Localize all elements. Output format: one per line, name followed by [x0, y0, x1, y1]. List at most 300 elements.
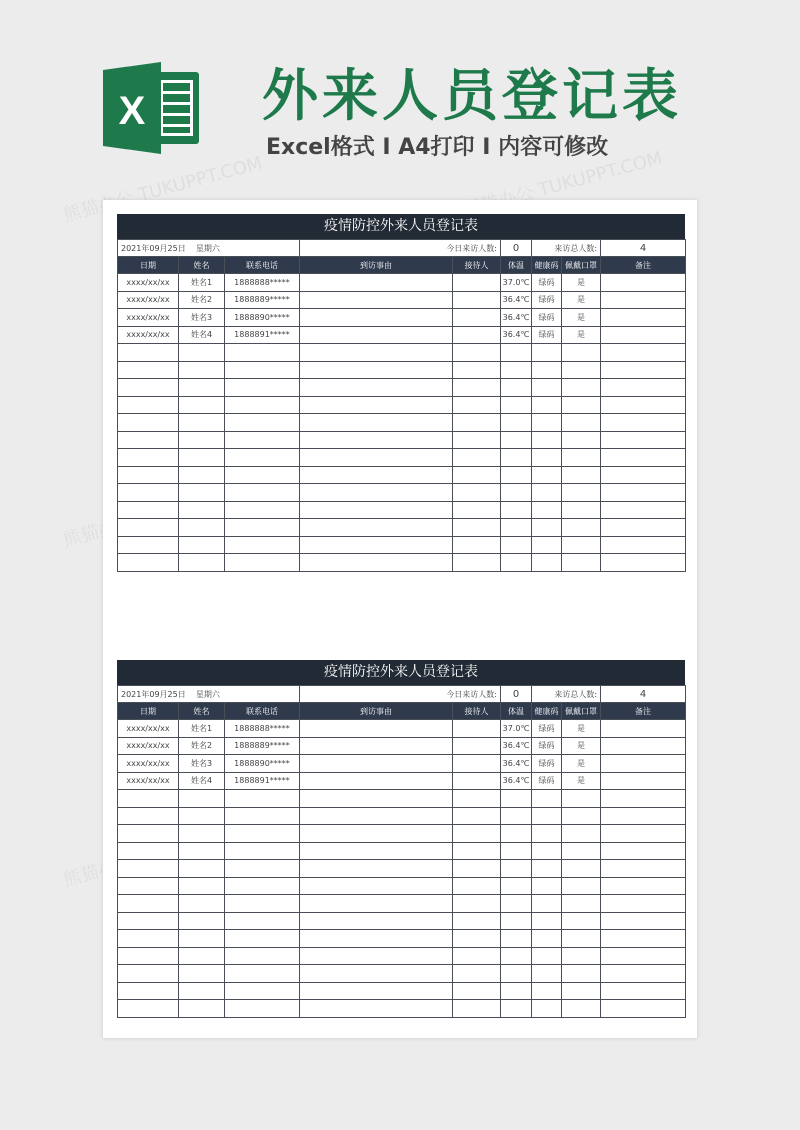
table-cell[interactable]	[225, 895, 300, 913]
table-cell[interactable]: 是	[562, 772, 601, 790]
table-cell[interactable]	[118, 501, 179, 519]
table-cell[interactable]	[300, 291, 453, 309]
table-cell[interactable]	[601, 860, 686, 878]
table-cell[interactable]	[562, 519, 601, 537]
table-cell[interactable]	[501, 1000, 532, 1018]
table-cell[interactable]	[179, 825, 225, 843]
table-cell[interactable]	[179, 449, 225, 467]
table-cell[interactable]	[601, 274, 686, 292]
table-cell[interactable]: 姓名1	[179, 274, 225, 292]
table-cell[interactable]	[532, 466, 562, 484]
table-cell[interactable]	[225, 860, 300, 878]
table-cell[interactable]	[532, 396, 562, 414]
table-cell[interactable]	[601, 912, 686, 930]
table-cell[interactable]	[300, 807, 453, 825]
table-cell[interactable]	[501, 947, 532, 965]
table-cell[interactable]	[179, 379, 225, 397]
table-cell[interactable]: 绿码	[532, 755, 562, 773]
table-cell[interactable]	[601, 755, 686, 773]
table-cell[interactable]	[118, 379, 179, 397]
table-cell[interactable]	[601, 396, 686, 414]
date-cell[interactable]	[118, 240, 300, 257]
table-cell[interactable]	[501, 379, 532, 397]
table-cell[interactable]: 1888891*****	[225, 326, 300, 344]
table-cell[interactable]	[300, 737, 453, 755]
table-cell[interactable]	[453, 825, 501, 843]
table-cell[interactable]: 1888888*****	[225, 274, 300, 292]
table-cell[interactable]	[118, 982, 179, 1000]
table-cell[interactable]	[453, 291, 501, 309]
table-cell[interactable]	[225, 965, 300, 983]
table-cell[interactable]	[453, 842, 501, 860]
table-cell[interactable]: 1888889*****	[225, 737, 300, 755]
table-cell[interactable]	[453, 466, 501, 484]
table-cell[interactable]	[300, 947, 453, 965]
table-cell[interactable]	[453, 947, 501, 965]
table-cell[interactable]: 是	[562, 755, 601, 773]
table-cell[interactable]	[300, 536, 453, 554]
table-cell[interactable]	[562, 396, 601, 414]
table-cell[interactable]	[300, 431, 453, 449]
table-cell[interactable]	[453, 501, 501, 519]
table-cell[interactable]	[300, 790, 453, 808]
table-cell[interactable]	[601, 519, 686, 537]
table-cell[interactable]	[562, 825, 601, 843]
table-cell[interactable]	[453, 790, 501, 808]
table-cell[interactable]: xxxx/xx/xx	[118, 720, 179, 738]
table-cell[interactable]: xxxx/xx/xx	[118, 274, 179, 292]
table-cell[interactable]: 37.0℃	[501, 274, 532, 292]
table-cell[interactable]	[453, 912, 501, 930]
table-cell[interactable]: 36.4℃	[501, 737, 532, 755]
table-cell[interactable]	[225, 842, 300, 860]
table-cell[interactable]	[118, 449, 179, 467]
table-cell[interactable]	[601, 737, 686, 755]
table-cell[interactable]	[300, 501, 453, 519]
table-cell[interactable]	[300, 720, 453, 738]
table-cell[interactable]	[501, 930, 532, 948]
table-cell[interactable]	[453, 772, 501, 790]
table-cell[interactable]	[562, 947, 601, 965]
table-cell[interactable]	[562, 536, 601, 554]
table-cell[interactable]	[562, 912, 601, 930]
table-cell[interactable]	[601, 536, 686, 554]
table-cell[interactable]: 是	[562, 326, 601, 344]
table-cell[interactable]	[179, 414, 225, 432]
table-cell[interactable]	[225, 501, 300, 519]
table-cell[interactable]	[179, 1000, 225, 1018]
table-cell[interactable]	[453, 807, 501, 825]
table-cell[interactable]: 姓名2	[179, 737, 225, 755]
table-cell[interactable]: 绿码	[532, 291, 562, 309]
table-cell[interactable]: 1888888*****	[225, 720, 300, 738]
table-cell[interactable]	[300, 895, 453, 913]
table-cell[interactable]	[118, 842, 179, 860]
table-cell[interactable]	[300, 379, 453, 397]
table-cell[interactable]: 1888890*****	[225, 309, 300, 327]
table-cell[interactable]	[118, 947, 179, 965]
table-cell[interactable]	[118, 965, 179, 983]
table-cell[interactable]	[501, 501, 532, 519]
table-cell[interactable]	[453, 431, 501, 449]
table-cell[interactable]	[118, 825, 179, 843]
table-cell[interactable]	[601, 431, 686, 449]
table-cell[interactable]	[562, 790, 601, 808]
table-cell[interactable]	[562, 860, 601, 878]
table-cell[interactable]	[453, 877, 501, 895]
table-cell[interactable]	[300, 965, 453, 983]
table-cell[interactable]	[532, 842, 562, 860]
table-cell[interactable]	[300, 877, 453, 895]
table-cell[interactable]	[453, 1000, 501, 1018]
table-cell[interactable]	[453, 414, 501, 432]
table-cell[interactable]: 1888891*****	[225, 772, 300, 790]
table-cell[interactable]	[179, 842, 225, 860]
table-cell[interactable]	[225, 431, 300, 449]
table-cell[interactable]	[601, 720, 686, 738]
table-cell[interactable]	[601, 895, 686, 913]
table-cell[interactable]	[179, 860, 225, 878]
table-cell[interactable]	[300, 1000, 453, 1018]
table-cell[interactable]	[118, 807, 179, 825]
table-cell[interactable]	[179, 501, 225, 519]
table-cell[interactable]	[562, 431, 601, 449]
table-cell[interactable]	[453, 737, 501, 755]
table-cell[interactable]	[300, 344, 453, 362]
table-cell[interactable]	[562, 344, 601, 362]
table-cell[interactable]	[179, 965, 225, 983]
table-cell[interactable]	[225, 344, 300, 362]
table-cell[interactable]	[118, 484, 179, 502]
table-cell[interactable]	[562, 501, 601, 519]
table-cell[interactable]	[601, 501, 686, 519]
table-cell[interactable]	[532, 947, 562, 965]
table-cell[interactable]	[562, 965, 601, 983]
table-cell[interactable]	[501, 466, 532, 484]
table-cell[interactable]	[179, 807, 225, 825]
table-cell[interactable]	[179, 519, 225, 537]
table-cell[interactable]: 绿码	[532, 720, 562, 738]
table-cell[interactable]	[118, 895, 179, 913]
table-cell[interactable]	[562, 982, 601, 1000]
table-cell[interactable]	[300, 361, 453, 379]
table-cell[interactable]	[562, 361, 601, 379]
table-cell[interactable]: 1888890*****	[225, 755, 300, 773]
table-cell[interactable]	[118, 361, 179, 379]
table-cell[interactable]	[118, 344, 179, 362]
table-cell[interactable]	[453, 982, 501, 1000]
table-cell[interactable]	[179, 484, 225, 502]
table-cell[interactable]: 36.4℃	[501, 755, 532, 773]
table-cell[interactable]	[501, 449, 532, 467]
table-cell[interactable]	[562, 466, 601, 484]
total-visitors-value[interactable]: 4	[601, 240, 686, 257]
date-cell[interactable]	[118, 686, 300, 703]
table-cell[interactable]: 是	[562, 737, 601, 755]
table-cell[interactable]	[453, 930, 501, 948]
table-cell[interactable]	[601, 877, 686, 895]
table-cell[interactable]	[562, 842, 601, 860]
table-cell[interactable]: 36.4℃	[501, 772, 532, 790]
table-cell[interactable]: 姓名1	[179, 720, 225, 738]
table-cell[interactable]	[532, 344, 562, 362]
table-cell[interactable]	[601, 291, 686, 309]
table-cell[interactable]	[225, 807, 300, 825]
table-cell[interactable]	[601, 344, 686, 362]
table-cell[interactable]	[225, 519, 300, 537]
table-cell[interactable]	[501, 344, 532, 362]
table-cell[interactable]	[118, 860, 179, 878]
table-cell[interactable]	[300, 554, 453, 572]
table-cell[interactable]	[601, 965, 686, 983]
table-cell[interactable]: 37.0℃	[501, 720, 532, 738]
table-cell[interactable]	[501, 825, 532, 843]
table-cell[interactable]	[179, 554, 225, 572]
table-cell[interactable]	[300, 414, 453, 432]
table-cell[interactable]	[300, 860, 453, 878]
table-cell[interactable]	[562, 449, 601, 467]
table-cell[interactable]	[501, 912, 532, 930]
table-cell[interactable]	[300, 396, 453, 414]
table-cell[interactable]	[118, 554, 179, 572]
table-cell[interactable]: xxxx/xx/xx	[118, 737, 179, 755]
table-cell[interactable]	[179, 536, 225, 554]
table-cell[interactable]	[532, 807, 562, 825]
table-cell[interactable]	[562, 895, 601, 913]
table-cell[interactable]	[501, 982, 532, 1000]
table-cell[interactable]	[300, 449, 453, 467]
table-cell[interactable]	[601, 379, 686, 397]
table-cell[interactable]	[532, 930, 562, 948]
table-cell[interactable]	[118, 431, 179, 449]
table-cell[interactable]	[532, 536, 562, 554]
table-cell[interactable]	[532, 877, 562, 895]
table-cell[interactable]	[501, 519, 532, 537]
table-cell[interactable]	[225, 825, 300, 843]
table-cell[interactable]	[225, 484, 300, 502]
table-cell[interactable]	[453, 755, 501, 773]
table-cell[interactable]	[179, 912, 225, 930]
table-cell[interactable]	[179, 466, 225, 484]
table-cell[interactable]	[453, 396, 501, 414]
table-cell[interactable]	[453, 484, 501, 502]
table-cell[interactable]: 姓名2	[179, 291, 225, 309]
table-cell[interactable]: xxxx/xx/xx	[118, 309, 179, 327]
table-cell[interactable]	[300, 930, 453, 948]
table-cell[interactable]	[501, 807, 532, 825]
table-cell[interactable]	[562, 379, 601, 397]
table-cell[interactable]	[118, 519, 179, 537]
table-cell[interactable]	[225, 930, 300, 948]
table-cell[interactable]	[501, 536, 532, 554]
table-cell[interactable]	[562, 877, 601, 895]
table-cell[interactable]	[501, 431, 532, 449]
table-cell[interactable]: 绿码	[532, 274, 562, 292]
table-cell[interactable]	[179, 947, 225, 965]
table-cell[interactable]	[179, 396, 225, 414]
table-cell[interactable]	[118, 930, 179, 948]
table-cell[interactable]: 姓名3	[179, 755, 225, 773]
table-cell[interactable]	[300, 274, 453, 292]
table-cell[interactable]	[501, 484, 532, 502]
table-cell[interactable]	[453, 536, 501, 554]
table-cell[interactable]	[225, 982, 300, 1000]
table-cell[interactable]	[601, 930, 686, 948]
table-cell[interactable]	[453, 379, 501, 397]
table-cell[interactable]	[179, 361, 225, 379]
table-cell[interactable]	[225, 554, 300, 572]
table-cell[interactable]	[225, 396, 300, 414]
table-cell[interactable]	[118, 396, 179, 414]
table-cell[interactable]	[118, 790, 179, 808]
table-cell[interactable]: xxxx/xx/xx	[118, 326, 179, 344]
table-cell[interactable]	[453, 554, 501, 572]
table-cell[interactable]: 36.4℃	[501, 309, 532, 327]
table-cell[interactable]	[532, 895, 562, 913]
table-cell[interactable]	[225, 790, 300, 808]
table-cell[interactable]: xxxx/xx/xx	[118, 291, 179, 309]
table-cell[interactable]	[601, 772, 686, 790]
table-cell[interactable]	[532, 449, 562, 467]
table-cell[interactable]	[225, 536, 300, 554]
table-cell[interactable]	[179, 877, 225, 895]
table-cell[interactable]	[300, 842, 453, 860]
table-cell[interactable]: 绿码	[532, 737, 562, 755]
table-cell[interactable]	[118, 1000, 179, 1018]
table-cell[interactable]	[562, 930, 601, 948]
table-cell[interactable]	[300, 519, 453, 537]
table-cell[interactable]	[562, 807, 601, 825]
table-cell[interactable]	[532, 379, 562, 397]
total-visitors-value[interactable]: 4	[601, 686, 686, 703]
table-cell[interactable]	[532, 431, 562, 449]
table-cell[interactable]	[601, 414, 686, 432]
table-cell[interactable]	[532, 982, 562, 1000]
table-cell[interactable]	[453, 720, 501, 738]
table-cell[interactable]: 36.4℃	[501, 291, 532, 309]
table-cell[interactable]	[601, 484, 686, 502]
table-cell[interactable]	[501, 414, 532, 432]
today-visitors-value[interactable]: 0	[501, 240, 532, 257]
table-cell[interactable]	[601, 326, 686, 344]
table-cell[interactable]	[501, 554, 532, 572]
table-cell[interactable]: xxxx/xx/xx	[118, 772, 179, 790]
table-cell[interactable]	[601, 449, 686, 467]
table-cell[interactable]	[453, 519, 501, 537]
table-cell[interactable]: 1888889*****	[225, 291, 300, 309]
table-cell[interactable]	[562, 554, 601, 572]
table-cell[interactable]: 姓名3	[179, 309, 225, 327]
table-cell[interactable]	[300, 982, 453, 1000]
today-visitors-value[interactable]: 0	[501, 686, 532, 703]
table-cell[interactable]	[501, 965, 532, 983]
table-cell[interactable]	[453, 449, 501, 467]
table-cell[interactable]	[501, 860, 532, 878]
table-cell[interactable]	[118, 877, 179, 895]
table-cell[interactable]	[532, 825, 562, 843]
table-cell[interactable]	[179, 895, 225, 913]
table-cell[interactable]	[225, 877, 300, 895]
table-cell[interactable]	[300, 326, 453, 344]
table-cell[interactable]	[601, 982, 686, 1000]
table-cell[interactable]	[453, 895, 501, 913]
table-cell[interactable]	[532, 501, 562, 519]
table-cell[interactable]	[300, 309, 453, 327]
table-cell[interactable]	[179, 344, 225, 362]
table-cell[interactable]	[453, 344, 501, 362]
table-cell[interactable]	[601, 947, 686, 965]
table-cell[interactable]	[601, 309, 686, 327]
table-cell[interactable]	[118, 536, 179, 554]
table-cell[interactable]	[601, 466, 686, 484]
table-cell[interactable]	[225, 947, 300, 965]
table-cell[interactable]	[532, 361, 562, 379]
table-cell[interactable]	[118, 414, 179, 432]
table-cell[interactable]	[601, 807, 686, 825]
table-cell[interactable]	[300, 772, 453, 790]
table-cell[interactable]	[453, 309, 501, 327]
table-cell[interactable]	[532, 790, 562, 808]
table-cell[interactable]	[300, 912, 453, 930]
table-cell[interactable]	[300, 825, 453, 843]
table-cell[interactable]	[532, 1000, 562, 1018]
table-cell[interactable]	[532, 554, 562, 572]
table-cell[interactable]	[532, 860, 562, 878]
table-cell[interactable]: xxxx/xx/xx	[118, 755, 179, 773]
table-cell[interactable]	[453, 326, 501, 344]
table-cell[interactable]: 绿码	[532, 326, 562, 344]
table-cell[interactable]: 是	[562, 309, 601, 327]
table-cell[interactable]	[118, 466, 179, 484]
table-cell[interactable]	[179, 790, 225, 808]
table-cell[interactable]	[601, 361, 686, 379]
table-cell[interactable]	[179, 930, 225, 948]
table-cell[interactable]	[501, 842, 532, 860]
table-cell[interactable]	[225, 361, 300, 379]
table-cell[interactable]	[225, 449, 300, 467]
table-cell[interactable]: 是	[562, 274, 601, 292]
table-cell[interactable]: 是	[562, 291, 601, 309]
table-cell[interactable]	[501, 790, 532, 808]
table-cell[interactable]: 绿码	[532, 309, 562, 327]
table-cell[interactable]: 姓名4	[179, 326, 225, 344]
table-cell[interactable]	[601, 825, 686, 843]
table-cell[interactable]	[562, 414, 601, 432]
table-cell[interactable]	[225, 1000, 300, 1018]
table-cell[interactable]	[601, 790, 686, 808]
table-cell[interactable]	[501, 877, 532, 895]
table-cell[interactable]	[300, 484, 453, 502]
table-cell[interactable]	[453, 965, 501, 983]
table-cell[interactable]: 36.4℃	[501, 326, 532, 344]
table-cell[interactable]	[179, 431, 225, 449]
table-cell[interactable]	[225, 466, 300, 484]
table-cell[interactable]	[601, 554, 686, 572]
table-cell[interactable]	[300, 466, 453, 484]
table-cell[interactable]	[532, 965, 562, 983]
table-cell[interactable]	[501, 895, 532, 913]
table-cell[interactable]	[562, 1000, 601, 1018]
table-cell[interactable]	[179, 982, 225, 1000]
table-cell[interactable]	[501, 361, 532, 379]
table-cell[interactable]	[453, 860, 501, 878]
table-cell[interactable]	[601, 1000, 686, 1018]
table-cell[interactable]	[118, 912, 179, 930]
table-cell[interactable]	[532, 519, 562, 537]
table-cell[interactable]	[453, 361, 501, 379]
table-cell[interactable]: 是	[562, 720, 601, 738]
table-cell[interactable]	[225, 379, 300, 397]
